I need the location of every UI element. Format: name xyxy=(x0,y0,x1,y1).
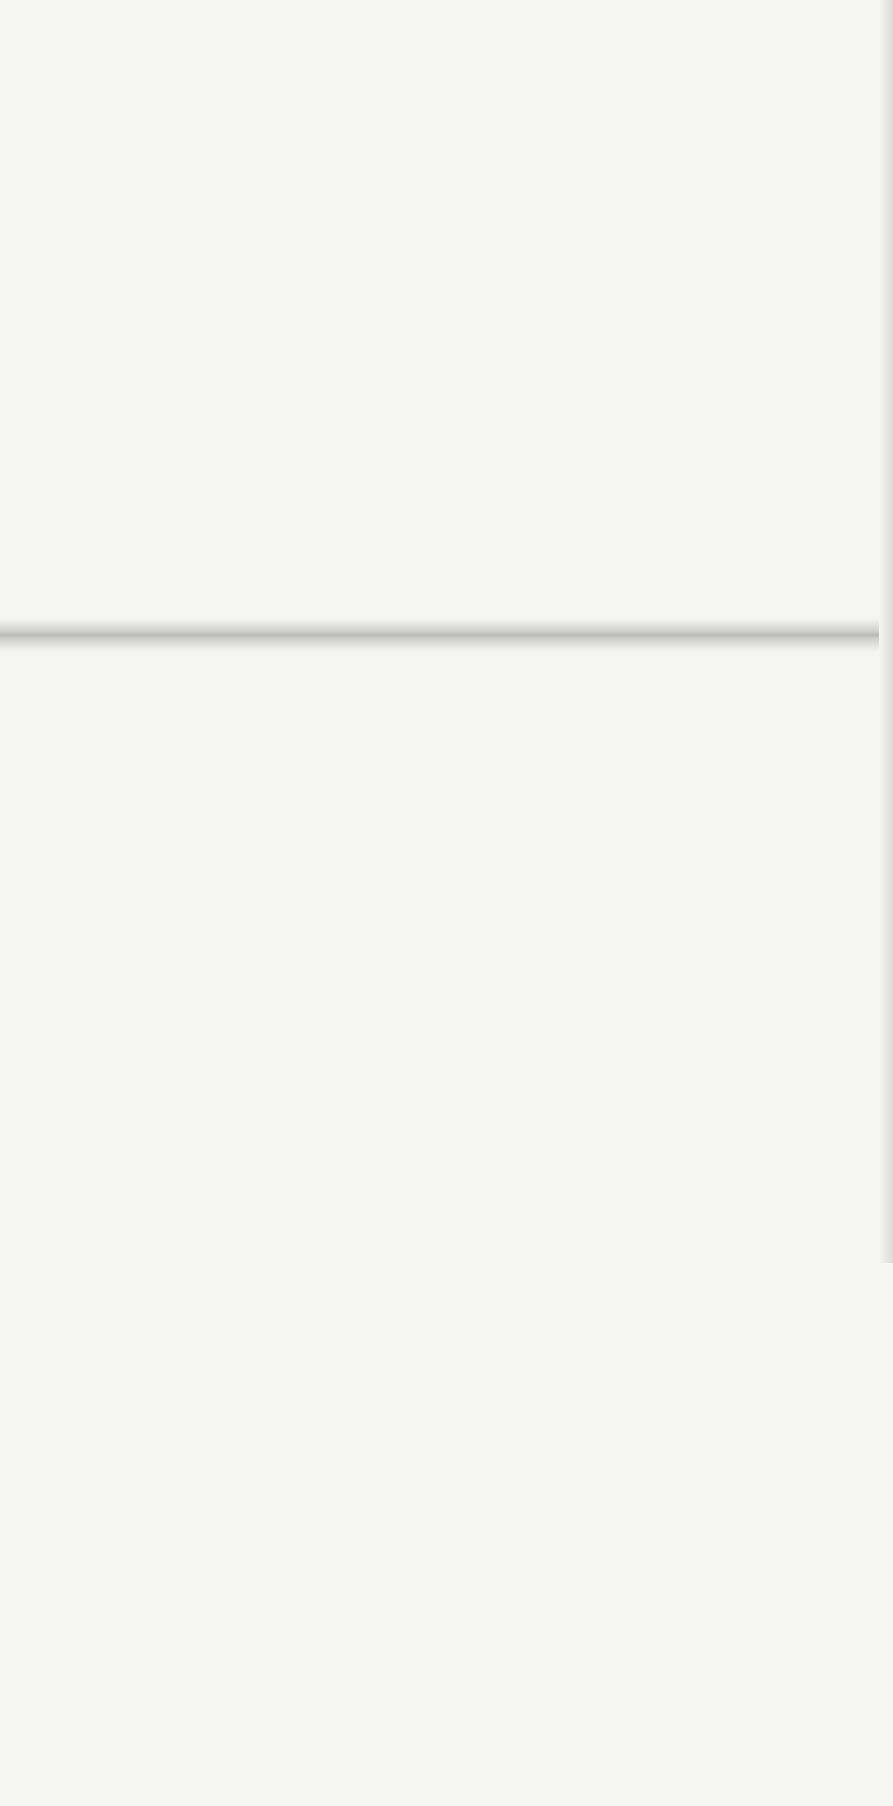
page-440-host xyxy=(0,48,893,613)
book-spine-shadow xyxy=(0,618,893,652)
page-441-host xyxy=(0,676,893,1241)
